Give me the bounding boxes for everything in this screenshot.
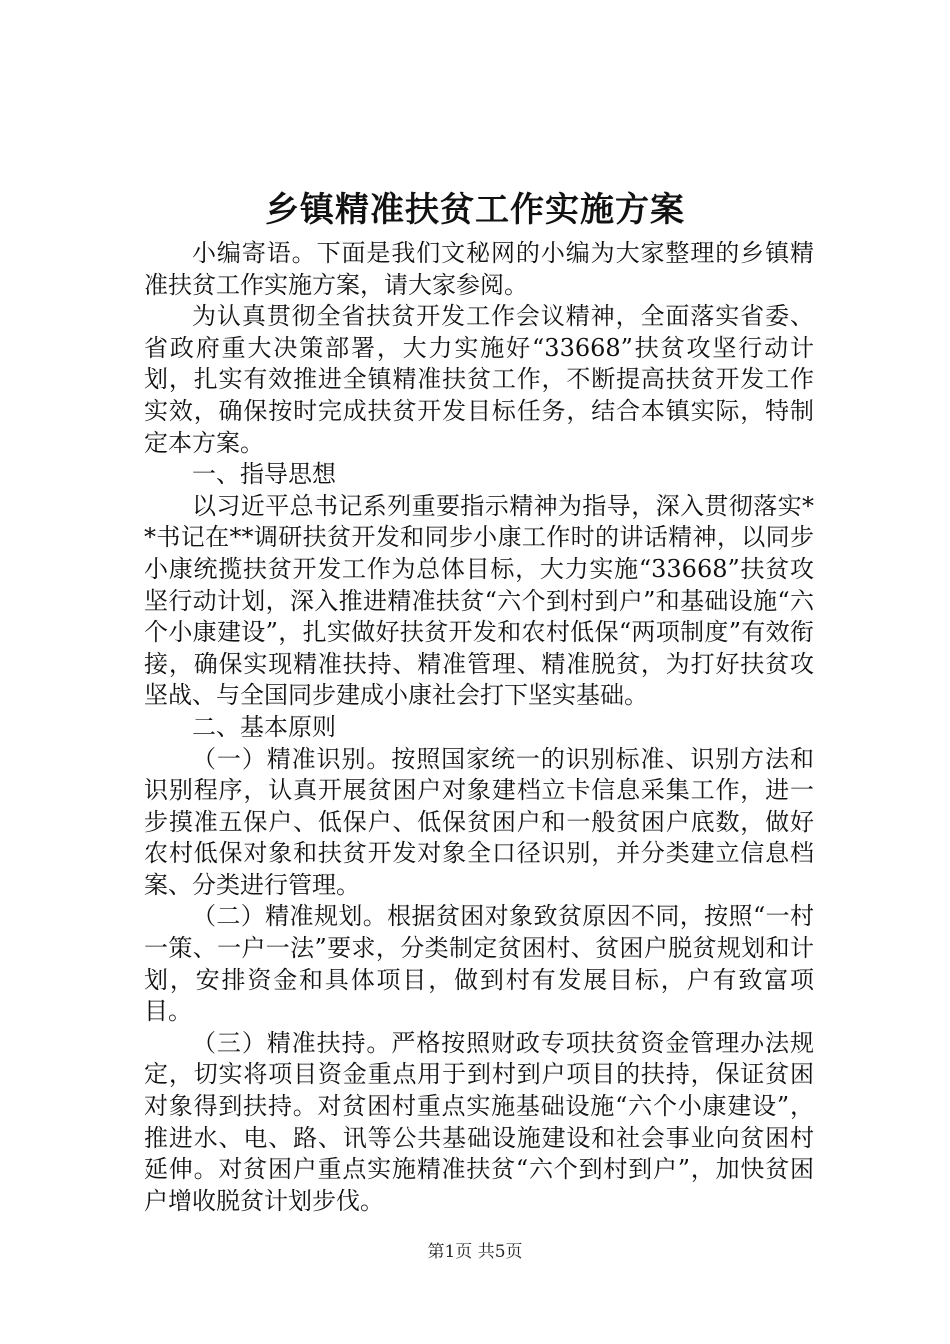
paragraph-guiding-thought: 以习近平总书记系列重要指示精神为指导，深入贯彻落实**书记在**调研扶贫开发和同步小康工作时的讲话精神，以同步小康统揽扶贫开发工作为总体目标，大力实施“33668”扶贫攻坚行动计划，深入推进精准扶贫“六个到村到户”和基础设施“六个小康建设”，扎实做好扶贫开发和农村低保“两项制度”有效衔接，确保实现精准扶持、精准管理、精准脱贫，为打好扶贫攻坚战、与全国同步建成小康社会打下坚实基础。 [144, 491, 814, 710]
document-title: 乡镇精准扶贫工作实施方案 [265, 190, 685, 230]
paragraph-purpose: 为认真贯彻全省扶贫开发工作会议精神，全面落实省委、省政府重大决策部署，大力实施好“33668”扶贫攻坚行动计划，扎实有效推进全镇精准扶贫工作，不断提高扶贫开发工作实效，确保按时完成扶贫开发目标任务，结合本镇实际，特制定本方案。 [144, 302, 814, 457]
document-body [144, 238, 814, 1217]
section-heading-basic-principles: 二、基本原则 [192, 712, 336, 741]
section-heading-guiding-thought: 一、指导思想 [192, 460, 336, 489]
paragraph-precise-identification: （一）精准识别。按照国家统一的识别标准、识别方法和识别程序，认真开展贫困户对象建档立卡信息采集工作，进一步摸准五保户、低保户、低保贫困户和一般贫困户底数，做好农村低保对象和扶贫开发对象全口径识别，并分类建立信息档案、分类进行管理。 [144, 744, 814, 899]
paragraph-intro: 小编寄语。下面是我们文秘网的小编为大家整理的乡镇精准扶贫工作实施方案，请大家参阅。 [144, 239, 814, 299]
paragraph-precise-support: （三）精准扶持。严格按照财政专项扶贫资金管理办法规定，切实将项目资金重点用于到村到户项目的扶持，保证贫困对象得到扶持。对贫困村重点实施基础设施“六个小康建设”，推进水、电、路、讯等公共基础设施建设和社会事业向贫困村延伸。对贫困户重点实施精准扶贫“六个到村到户”，加快贫困户增收脱贫计划步伐。 [144, 1028, 814, 1215]
paragraph-precise-planning: （二）精准规划。根据贫困对象致贫原因不同，按照“一村一策、一户一法”要求，分类制定贫困村、贫困户脱贫规划和计划，安排资金和具体项目，做到村有发展目标，户有致富项目。 [144, 902, 814, 1026]
page-footer: 第1页 共5页 [427, 1242, 523, 1262]
